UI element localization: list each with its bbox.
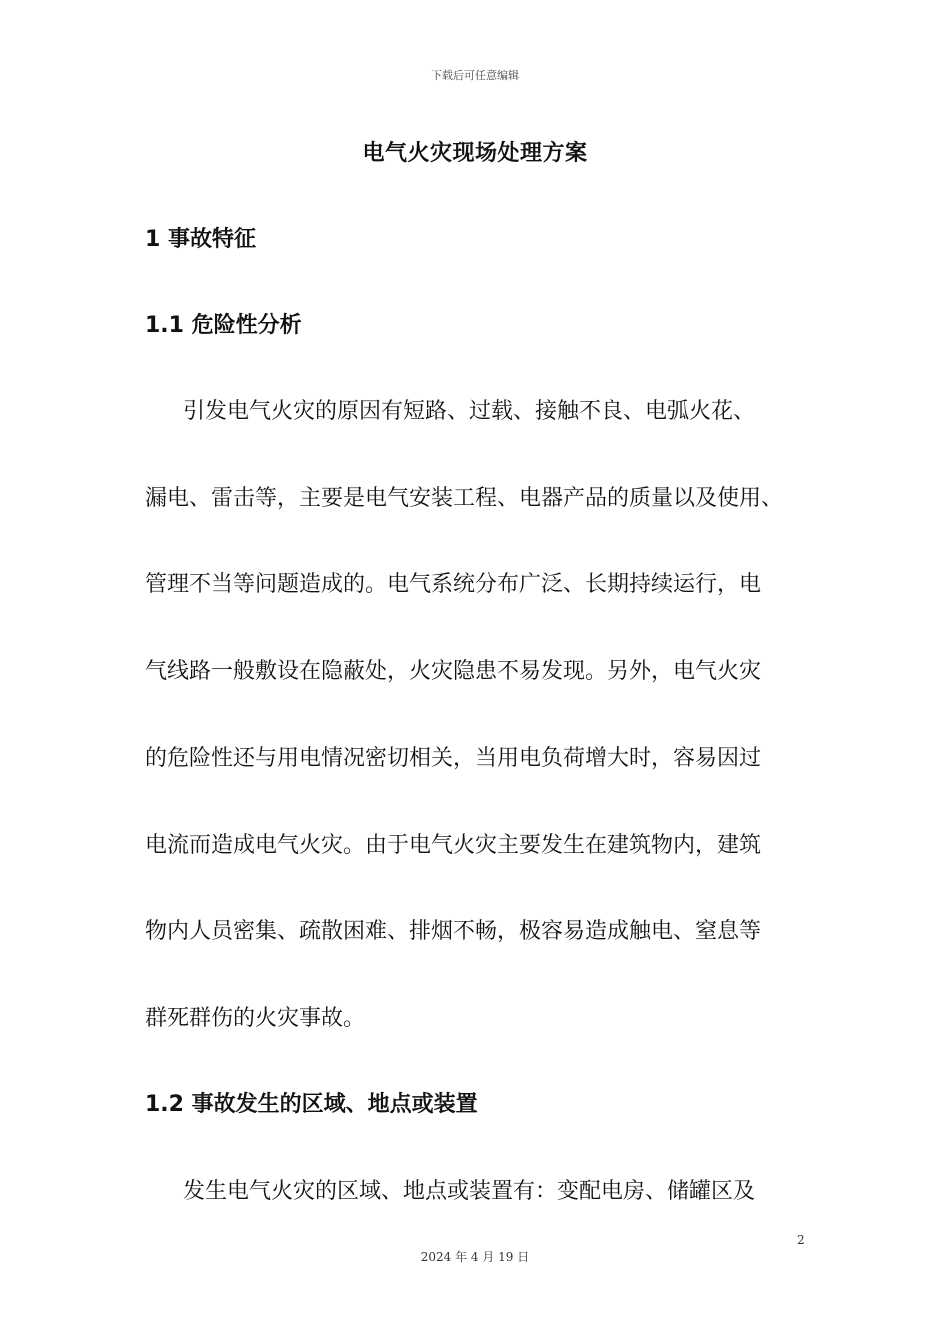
paragraph-line: 的危险性还与用电情况密切相关，当用电负荷增大时，容易因过 xyxy=(145,746,762,771)
section-heading-accident-features: 1 事故特征 xyxy=(145,227,256,252)
paragraph-line: 物内人员密集、疏散困难、排烟不畅，极容易造成触电、窒息等 xyxy=(145,919,762,944)
subsection-heading-accident-areas: 1.2 事故发生的区域、地点或装置 xyxy=(145,1092,478,1117)
page-header: 下载后可任意编辑 xyxy=(431,69,519,82)
paragraph-line: 群死群伤的火灾事故。 xyxy=(145,1006,366,1031)
document-title: 电气火灾现场处理方案 xyxy=(362,141,588,166)
page-footer-date: 2024 年 4 月 19 日 xyxy=(420,1250,530,1264)
paragraph-line: 引发电气火灾的原因有短路、过载、接触不良、电弧火花、 xyxy=(183,399,756,424)
paragraph-line: 漏电、雷击等，主要是电气安装工程、电器产品的质量以及使用、 xyxy=(145,486,784,511)
paragraph-line: 管理不当等问题造成的。电气系统分布广泛、长期持续运行，电 xyxy=(145,572,762,597)
paragraph-line: 电流而造成电气火灾。由于电气火灾主要发生在建筑物内，建筑 xyxy=(145,833,762,858)
page-number: 2 xyxy=(797,1233,805,1247)
paragraph-line: 气线路一般敷设在隐蔽处，火灾隐患不易发现。另外，电气火灾 xyxy=(145,659,762,684)
paragraph-line: 发生电气火灾的区域、地点或装置有：变配电房、储罐区及 xyxy=(183,1179,756,1204)
subsection-heading-risk-analysis: 1.1 危险性分析 xyxy=(145,313,302,338)
